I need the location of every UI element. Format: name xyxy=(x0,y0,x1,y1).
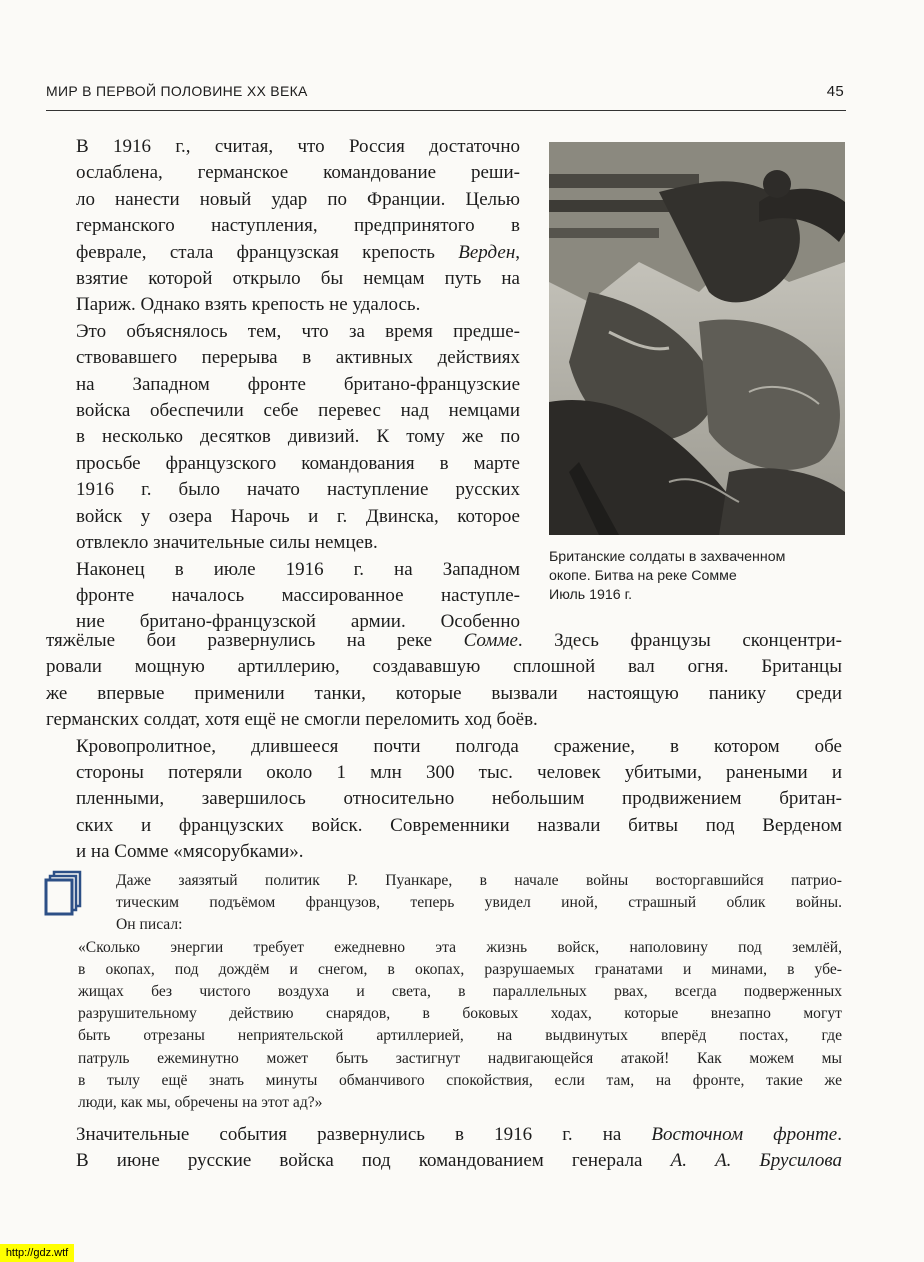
text-fragment: . Здесь французы сконцентри- xyxy=(517,630,843,651)
paragraph xyxy=(46,1122,842,1175)
text-line xyxy=(46,1148,842,1174)
text-line: ских и французских войск. Современники назвали битвы под Верденом xyxy=(76,814,842,836)
paragraph xyxy=(46,734,842,866)
text-line: в тылу ещё знать минуты обманчивого спокойствия, если там, на фронте, такие же xyxy=(78,1071,842,1089)
text-line xyxy=(46,628,842,654)
text-line xyxy=(46,240,520,266)
text-line: патруль ежеминутно может быть застигнут надвигающейся атакой! Как можем мы xyxy=(78,1049,842,1067)
text-fragment: Значительные события развернулись в 1916 г. на xyxy=(76,1124,652,1145)
text-line: ровали мощную артиллерию, создававшую сплошной вал огня. Британцы xyxy=(46,656,842,678)
caption-line: Июль 1916 г. xyxy=(549,587,633,603)
paragraph xyxy=(46,134,520,319)
text-fragment: , xyxy=(515,241,520,263)
text-line: жищах без чистого воздуха и света, в параллельных рвах, всегда подверженных xyxy=(78,983,842,1001)
document-quote-block xyxy=(78,870,842,1114)
column-text xyxy=(46,134,520,636)
text-line: Даже заязятый политик Р. Пуанкаре, в начале войны восторгавшийся патрио- xyxy=(116,872,842,889)
caption-line: Британские солдаты в захваченном xyxy=(549,549,786,565)
text-line: Кровопролитное, длившееся почти полгода сражение, в котором обе xyxy=(76,735,842,757)
text-fragment: тяжёлые бои развернулись на реке xyxy=(46,630,464,651)
text-line: «Сколько энергии требует ежедневно эта жизнь войск, наполовину под землёй, xyxy=(78,938,842,956)
full-width-text-bottom xyxy=(46,1122,842,1175)
full-width-text xyxy=(46,628,842,866)
text-line: в несколько десятков дивизий. К тому же по xyxy=(76,426,520,448)
text-line: германского наступления, предпринятого в xyxy=(76,215,520,237)
text-line: ние британо-французской армии. Особенно xyxy=(76,611,520,633)
text-line: же впервые применили танки, которые вызвали настоящую панику среди xyxy=(46,682,842,704)
text-line: стороны потеряли около 1 млн 300 тыс. человек убитыми, ранеными и xyxy=(76,762,842,784)
paragraph xyxy=(46,628,842,734)
text-line: быть отрезаны неприятельской артиллерией, на выдвинутых вперёд постах, где xyxy=(78,1027,842,1045)
text-line: германских солдат, хотя ещё не смогли переломить ход боёв. xyxy=(46,709,538,731)
text-line: ло нанести новый удар по Франции. Целью xyxy=(76,188,520,210)
text-fragment: В июне русские войска под командованием генерала xyxy=(76,1150,671,1172)
text-line: просьбе французского командования в марте xyxy=(76,452,520,474)
text-line: ствовавшего перерыва в активных действиях xyxy=(76,347,520,369)
text-fragment: феврале, стала французская крепость xyxy=(76,241,459,263)
watermark-link[interactable]: http://gdz.wtf xyxy=(0,1244,74,1262)
text-fragment: . xyxy=(837,1124,842,1145)
quote-text xyxy=(78,937,842,1115)
text-line: Париж. Однако взять крепость не удалось. xyxy=(76,294,421,316)
text-line: войска обеспечили себе перевес над немцами xyxy=(76,400,520,422)
paragraph xyxy=(46,557,520,636)
text-line: фронте началось массированное наступле- xyxy=(76,584,520,606)
italic-term: Восточном фронте xyxy=(651,1124,838,1145)
trench-photo-image xyxy=(549,142,845,535)
italic-term: А. А. Брусилова xyxy=(670,1150,843,1172)
caption-line: окопе. Битва на реке Сомме xyxy=(549,568,737,584)
text-line: и на Сомме «мясорубками». xyxy=(76,841,304,863)
text-line: тическим подъёмом французов, теперь увидел иной, страшный облик войны. xyxy=(116,894,842,912)
text-line: 1916 г. было начато наступление русских xyxy=(76,479,520,501)
italic-term: Верден xyxy=(458,241,516,263)
trench-photo xyxy=(549,142,845,535)
page-number: 45 xyxy=(826,83,844,100)
text-line: войск у озера Нарочь и г. Двинска, которое xyxy=(76,505,520,527)
text-line: на Западном фронте британо-французские xyxy=(76,373,520,395)
paragraph xyxy=(46,319,520,557)
text-line: В 1916 г., считая, что Россия достаточно xyxy=(76,136,520,157)
photo-caption xyxy=(549,548,849,605)
running-title: МИР В ПЕРВОЙ ПОЛОВИНЕ XX ВЕКА xyxy=(46,83,308,99)
page-header xyxy=(46,82,846,111)
italic-term: Сомме xyxy=(463,630,518,651)
text-line: пленными, завершилось относительно небольшим продвижением британ- xyxy=(76,788,842,810)
quote-intro xyxy=(116,870,842,937)
text-line: люди, как мы, обречены на этот ад?» xyxy=(78,1094,323,1112)
text-line: Наконец в июле 1916 г. на Западном xyxy=(76,558,520,580)
text-line: в окопах, под дождём и снегом, в окопах, разрушаемых гранатами и минами, в убе- xyxy=(78,960,842,978)
text-line: Это объяснялось тем, что за время предше- xyxy=(76,320,520,342)
text-line xyxy=(46,1122,842,1148)
text-line: взятие которой открыло бы немцам путь на xyxy=(76,268,520,290)
text-line: Он писал: xyxy=(116,916,183,934)
text-line: отвлекло значительные силы немцев. xyxy=(76,532,378,554)
text-line: разрушительному действию снарядов, в боковых ходах, которые внезапно могут xyxy=(78,1005,842,1023)
text-line: ослаблена, германское командование реши- xyxy=(76,162,520,184)
